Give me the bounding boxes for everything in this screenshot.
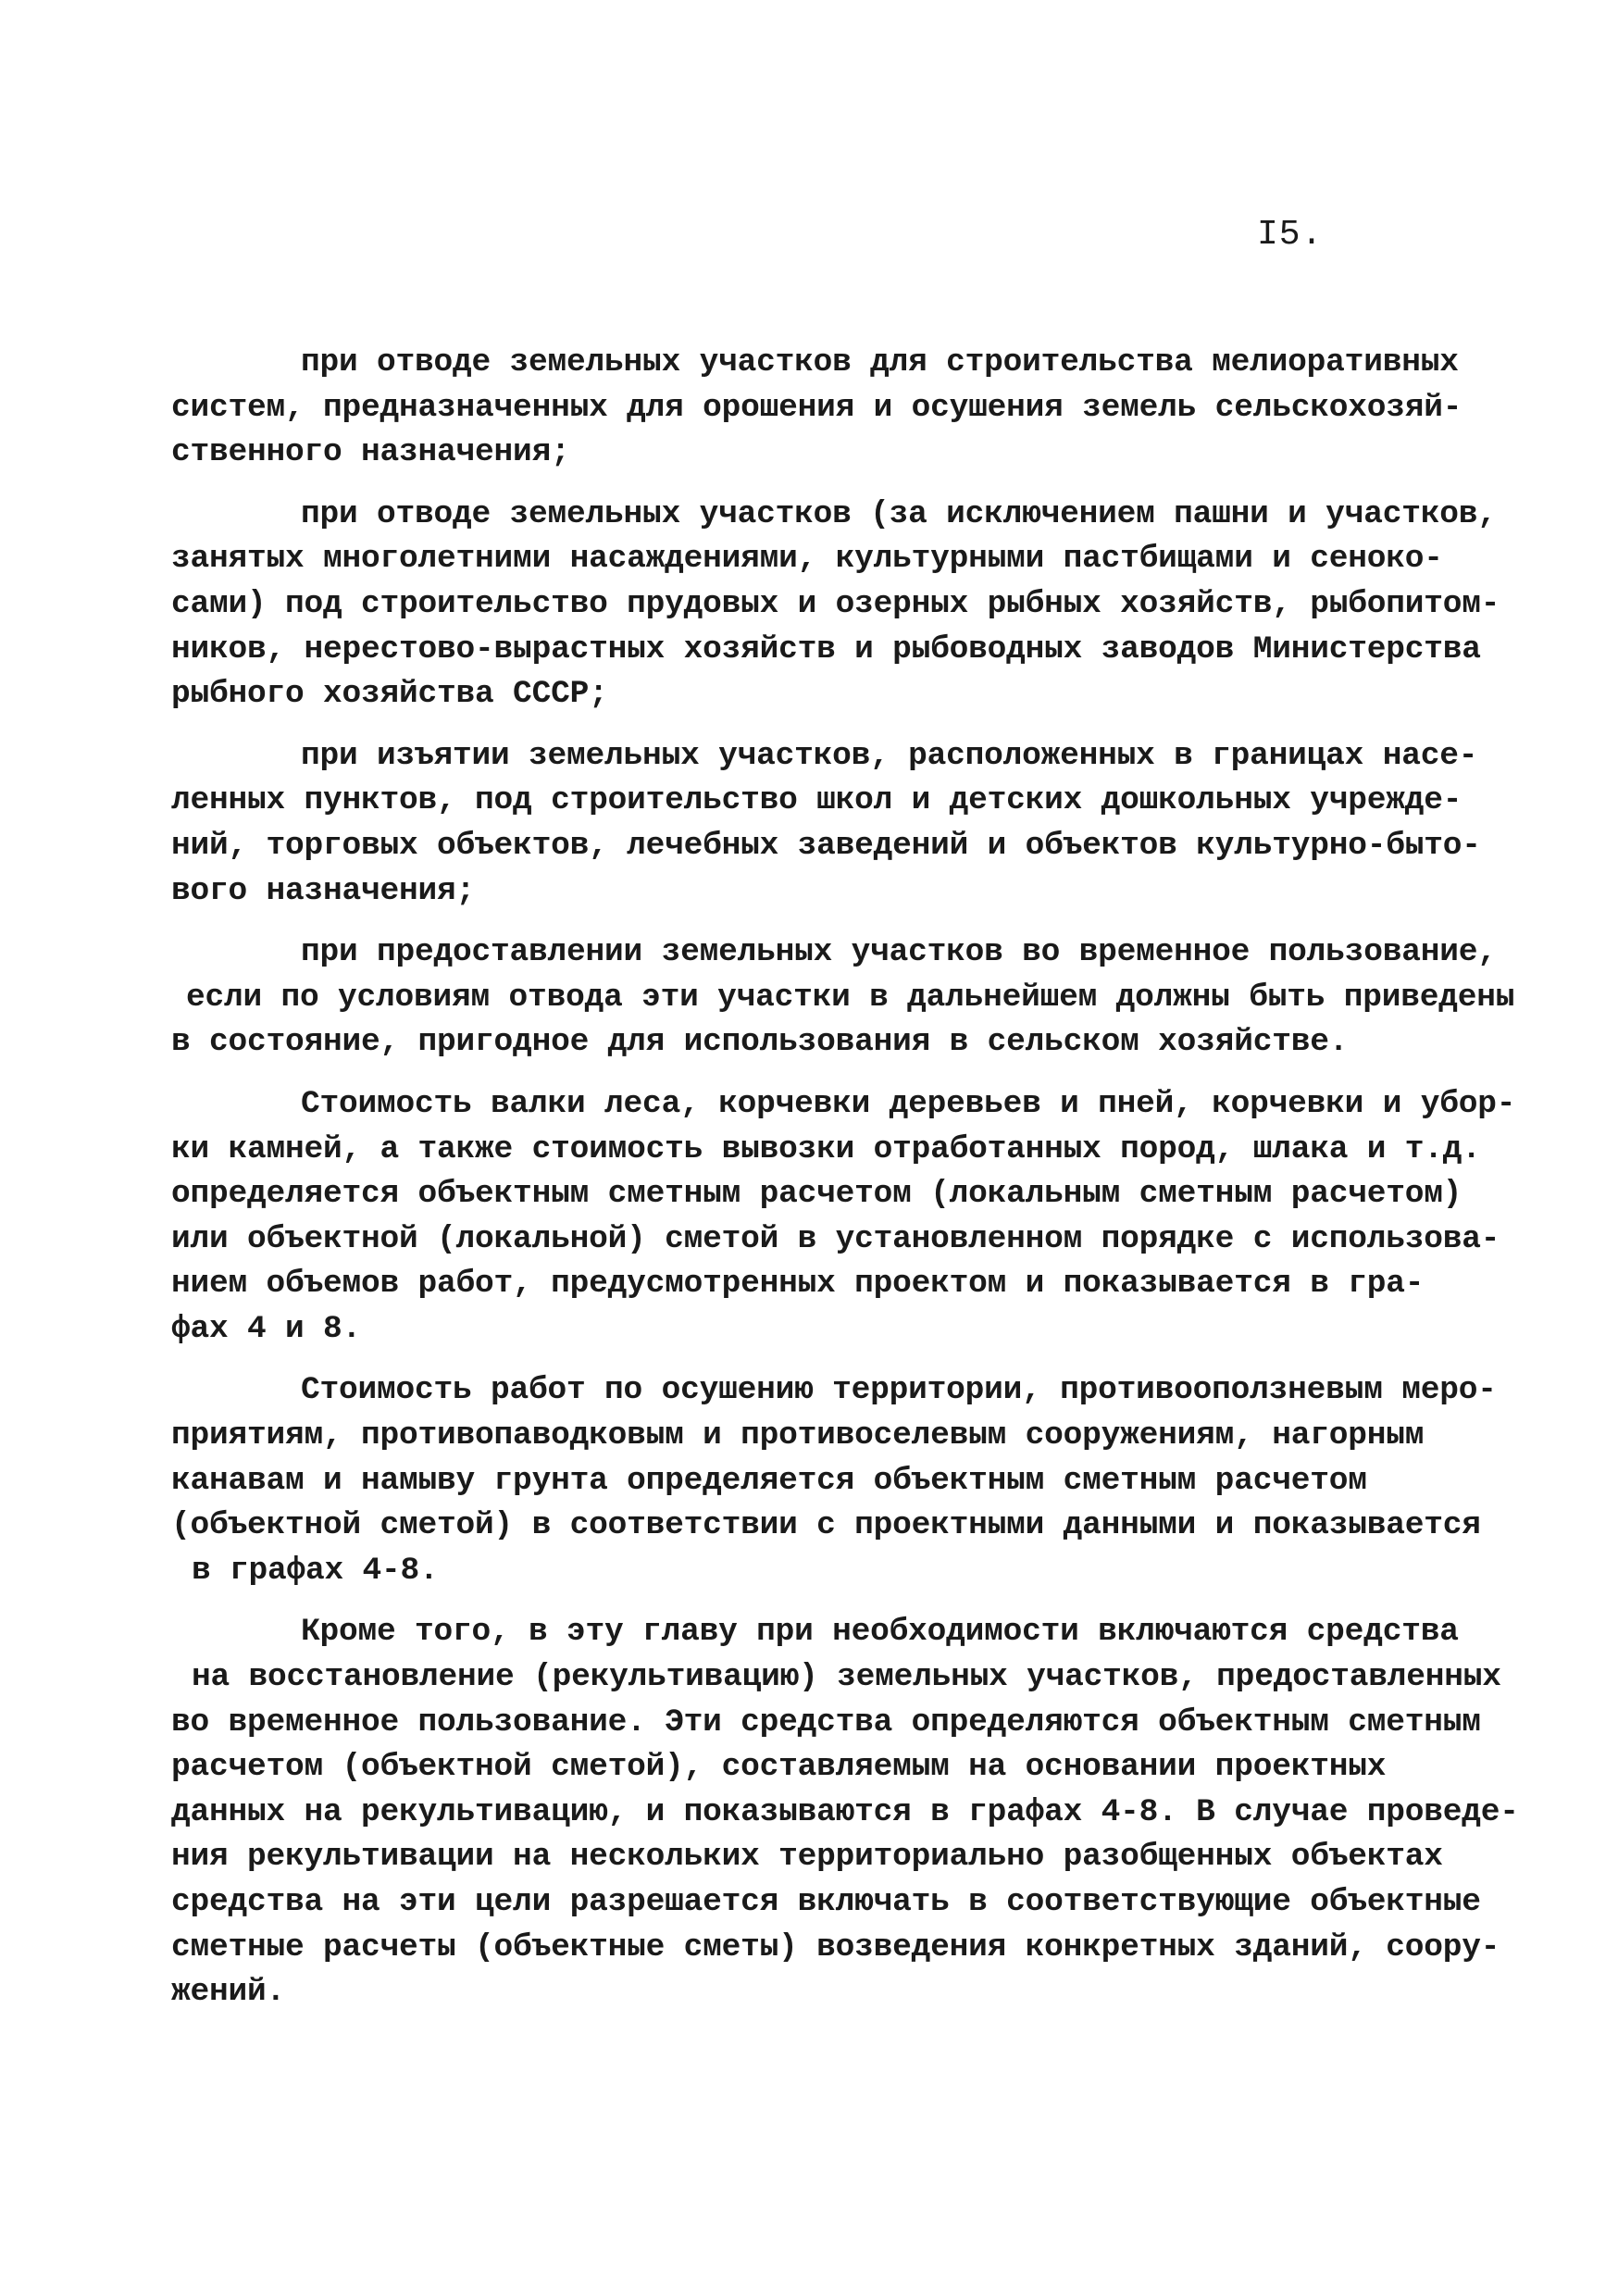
text-line: при изъятии земельных участков, расположенных в границах насе- — [301, 737, 1478, 774]
text-line: нием объемов работ, предусмотренных проектом и показывается в гра- — [171, 1266, 1425, 1303]
text-line: во временное пользование. Эти средства определяются объектным сметным — [171, 1703, 1481, 1741]
text-line: если по условиям отвода эти участки в дальнейшем должны быть приведены — [186, 979, 1515, 1016]
paragraph-fish-farms — [171, 493, 1500, 718]
text-line: данных на рекультивацию, и показываются в графах 4-8. В случае проведе- — [171, 1793, 1519, 1830]
text-line: занятых многолетними насаждениями, культурными пастбищами и сеноко- — [171, 541, 1443, 578]
paragraph-settlements — [171, 734, 1481, 914]
text-line: сами) под строительство прудовых и озерных рыбных хозяйств, рыбопитом- — [171, 585, 1500, 622]
text-line: фах 4 и 8. — [171, 1310, 362, 1347]
paragraph-drainage-cost — [171, 1368, 1497, 1593]
text-line: Стоимость валки леса, корчевки деревьев и пней, корчевки и убор- — [301, 1085, 1516, 1122]
page-number: I5. — [1257, 215, 1324, 255]
text-line: ки камней, а также стоимость вывозки отработанных пород, шлака и т.д. — [171, 1130, 1481, 1167]
text-line: рыбного хозяйства СССР; — [171, 676, 608, 713]
text-line: жений. — [171, 1974, 286, 2011]
text-line: Стоимость работ по осушению территории, противооползневым меро- — [301, 1372, 1497, 1409]
text-line: средства на эти цели разрешается включать в соответствующие объектные — [171, 1884, 1481, 1920]
paragraph-melioration-systems — [171, 341, 1467, 476]
text-line: расчетом (объектной сметой), составляемым на основании проектных — [171, 1749, 1387, 1786]
text-line: сметные расчеты (объектные сметы) возведения конкретных зданий, соору- — [171, 1928, 1500, 1965]
text-line: канавам и намыву грунта определяется объектным сметным расчетом — [171, 1462, 1367, 1499]
text-line: при отводе земельных участков (за исключением пашни и участков, — [301, 495, 1497, 532]
text-line: определяется объектным сметным расчетом (локальным сметным расчетом) — [171, 1176, 1462, 1213]
text-line: Кроме того, в эту главу при необходимости включаются средства — [301, 1614, 1459, 1651]
paragraph-forest-clearing-cost — [171, 1082, 1516, 1353]
text-line: ственного назначения; — [171, 434, 570, 471]
text-line: при отводе земельных участков для строительства мелиоративных — [301, 344, 1459, 381]
text-line: ников, нерестово-вырастных хозяйств и рыбоводных заводов Министерства — [171, 630, 1481, 668]
text-line: приятиям, противопаводковым и противоселевым сооружениям, нагорным — [171, 1417, 1425, 1454]
text-line: на восстановление (рекультивацию) земельных участков, предоставленных — [192, 1659, 1501, 1696]
text-line: ленных пунктов, под строительство школ и детских дошкольных учрежде- — [171, 782, 1462, 819]
text-line: вого назначения; — [171, 872, 476, 909]
text-line: в графах 4-8. — [192, 1552, 439, 1589]
text-line: или объектной (локальной) сметой в установленном порядке с использова- — [171, 1220, 1500, 1257]
text-line: ния рекультивации на нескольких территориально разобщенных объектах — [171, 1839, 1443, 1876]
paragraph-temporary-use — [171, 930, 1515, 1066]
text-line: при предоставлении земельных участков во временное пользование, — [301, 934, 1497, 971]
text-line: систем, предназначенных для орошения и осушения земель сельскохозяй- — [171, 389, 1462, 426]
text-line: (объектной сметой) в соответствии с проектными данными и показывается — [171, 1507, 1481, 1544]
paragraph-recultivation — [171, 1610, 1519, 2015]
text-line: в состояние, пригодное для использования в сельском хозяйстве. — [171, 1024, 1349, 1061]
body-text — [171, 341, 1519, 2032]
text-line: ний, торговых объектов, лечебных заведений и объектов культурно-бытo- — [171, 827, 1481, 864]
